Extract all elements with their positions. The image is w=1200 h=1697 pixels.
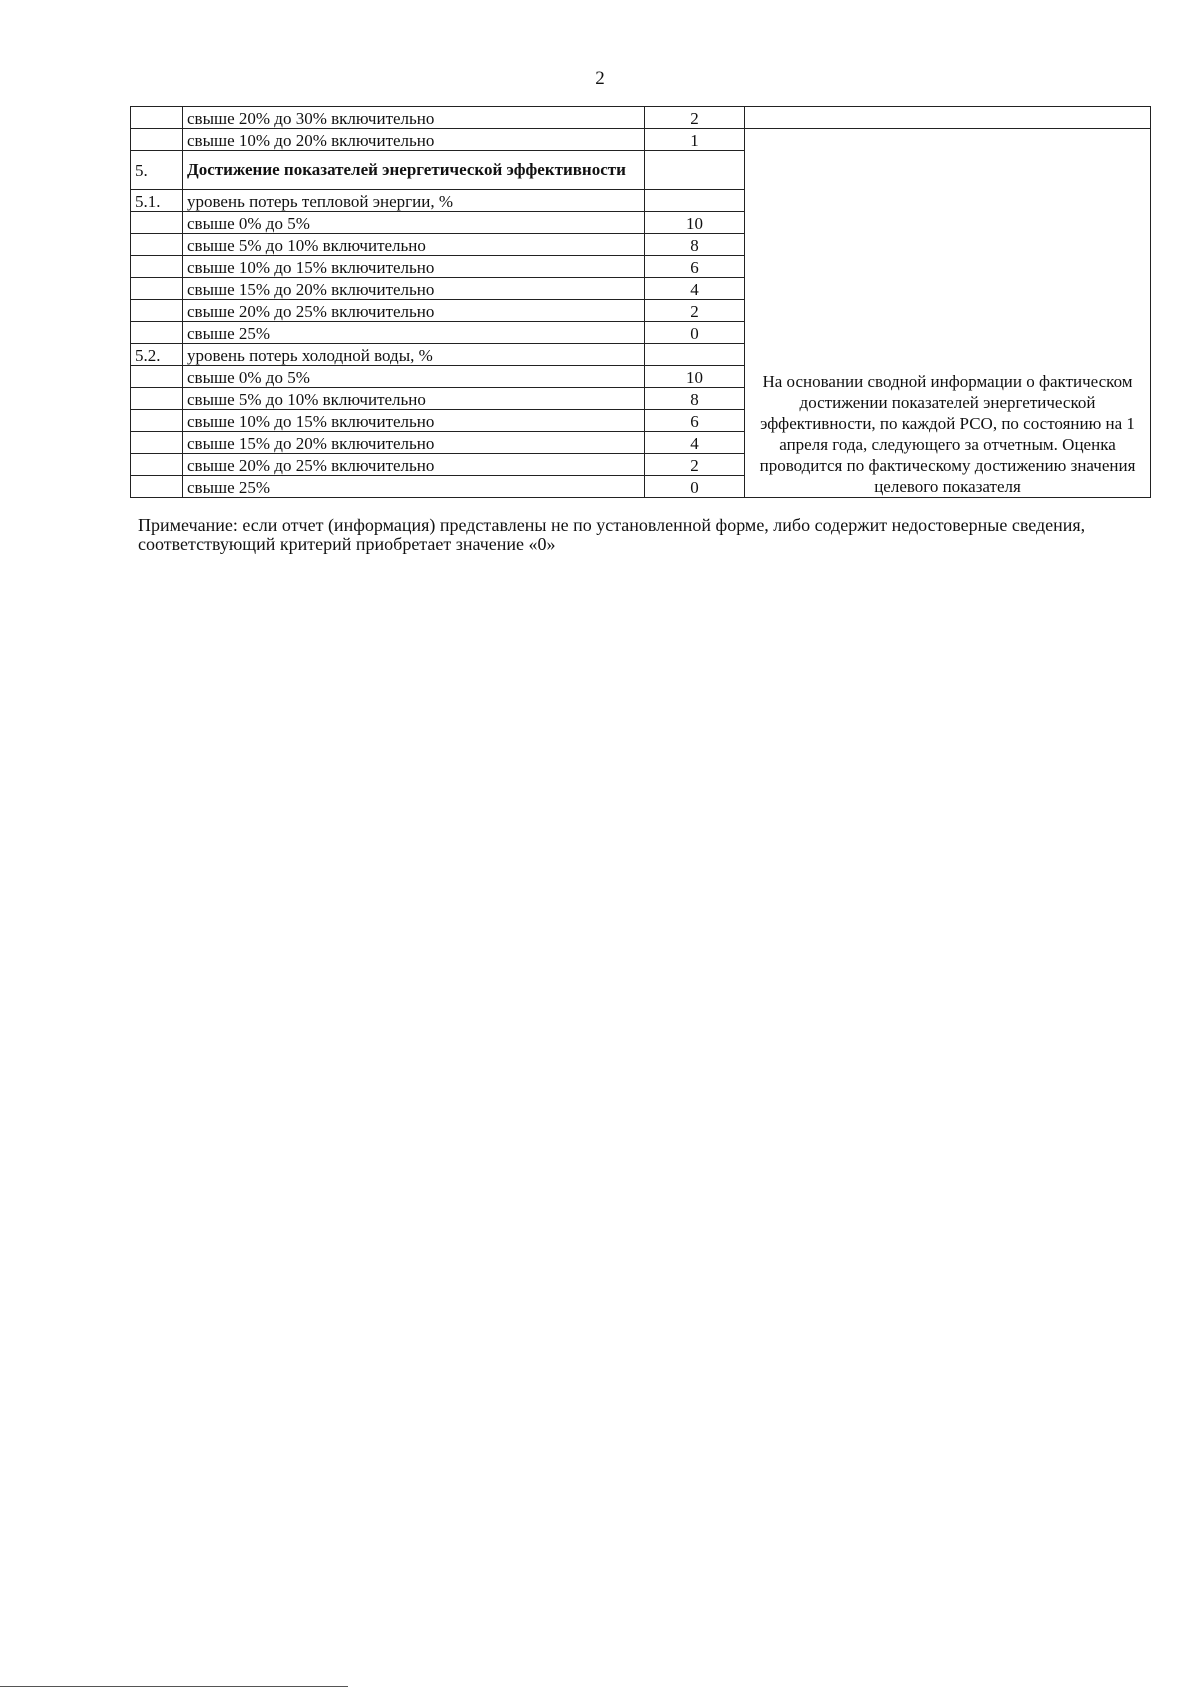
page-number: 2 — [595, 68, 605, 89]
subsection-number: 5.2. — [131, 344, 183, 366]
row-number — [131, 107, 183, 129]
subsection-score — [645, 190, 745, 212]
row-label: свыше 0% до 5% — [183, 366, 645, 388]
row-label: свыше 5% до 10% включительно — [183, 234, 645, 256]
row-label: свыше 20% до 25% включительно — [183, 300, 645, 322]
table-row — [131, 107, 1151, 129]
subsection-title: уровень потерь тепловой энергии, % — [183, 190, 645, 212]
row-score: 8 — [645, 234, 745, 256]
subsection-number: 5.1. — [131, 190, 183, 212]
row-score: 6 — [645, 256, 745, 278]
section-score — [645, 151, 745, 190]
row-score: 4 — [645, 432, 745, 454]
row-label: свыше 10% до 15% включительно — [183, 410, 645, 432]
row-score: 0 — [645, 322, 745, 344]
row-score: 8 — [645, 388, 745, 410]
section-note: На основании сводной информации о фактическом достижении показателей энергетической эффективности, по каждой РСО, по состоянию на 1 апреля года, следующего за отчетным. Оценка проводится по фактическому достижению значения целевого показателя — [745, 129, 1151, 498]
note-cell-empty — [745, 107, 1151, 129]
row-label: свыше 15% до 20% включительно — [183, 432, 645, 454]
row-score: 10 — [645, 212, 745, 234]
row-label: свыше 25% — [183, 322, 645, 344]
subsection-title: уровень потерь холодной воды, % — [183, 344, 645, 366]
row-label: свыше 15% до 20% включительно — [183, 278, 645, 300]
row-score: 2 — [645, 107, 745, 129]
row-label: свыше 20% до 25% включительно — [183, 454, 645, 476]
row-score: 6 — [645, 410, 745, 432]
table-row — [131, 129, 1151, 151]
row-score: 10 — [645, 366, 745, 388]
row-label: свыше 20% до 30% включительно — [183, 107, 645, 129]
row-score: 4 — [645, 278, 745, 300]
bottom-divider — [0, 1686, 348, 1687]
section-number: 5. — [131, 151, 183, 190]
row-number — [131, 129, 183, 151]
row-score: 2 — [645, 300, 745, 322]
section-title: Достижение показателей энергетической эффективности — [183, 151, 645, 190]
row-score: 1 — [645, 129, 745, 151]
footnote: Примечание: если отчет (информация) представлены не по установленной форме, либо содержит недостоверные сведения, соответствующий критерий приобретает значение «0» — [138, 515, 1086, 554]
row-score: 0 — [645, 476, 745, 498]
row-label: свыше 10% до 20% включительно — [183, 129, 645, 151]
row-label: свыше 10% до 15% включительно — [183, 256, 645, 278]
row-label: свыше 5% до 10% включительно — [183, 388, 645, 410]
subsection-score — [645, 344, 745, 366]
row-score: 2 — [645, 454, 745, 476]
row-label: свыше 0% до 5% — [183, 212, 645, 234]
criteria-table — [130, 106, 1151, 498]
row-label: свыше 25% — [183, 476, 645, 498]
